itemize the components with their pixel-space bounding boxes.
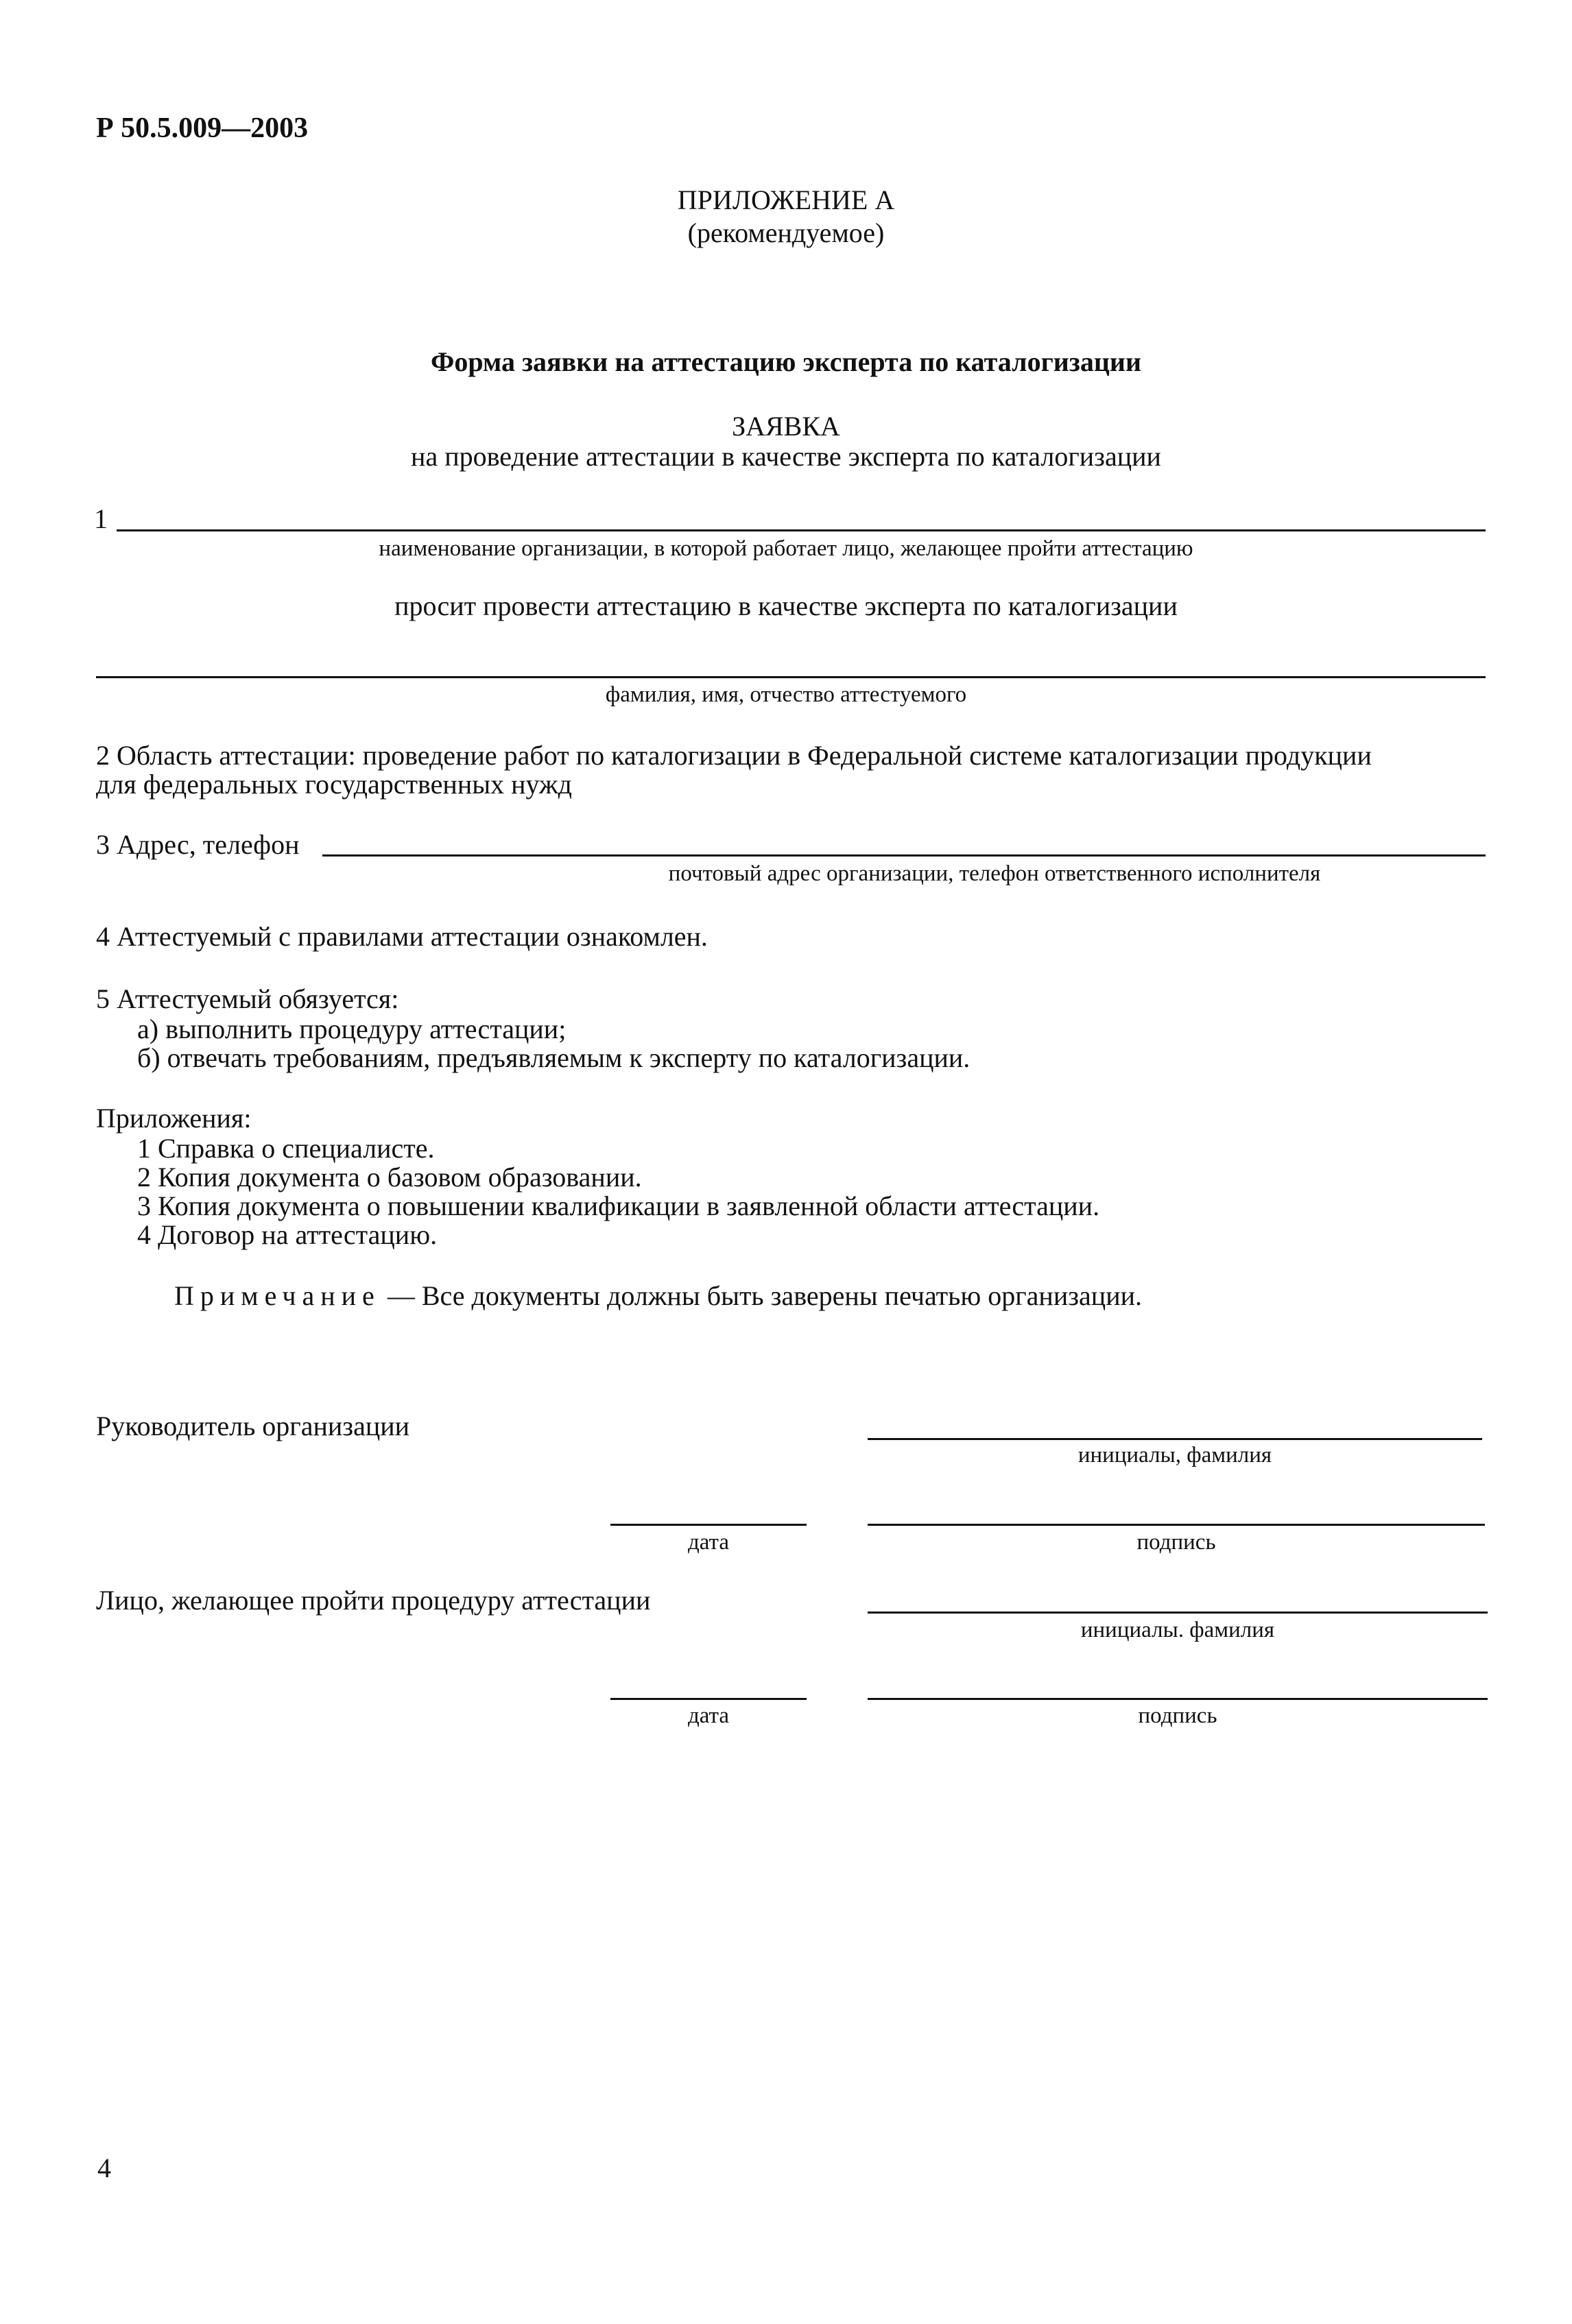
head-signature-line[interactable] bbox=[868, 1524, 1485, 1526]
head-name-caption: инициалы, фамилия bbox=[1077, 1443, 1272, 1468]
appendix-title: ПРИЛОЖЕНИЕ А bbox=[677, 184, 895, 215]
address-phone-label: 3 Адрес, телефон bbox=[96, 829, 300, 860]
applicant-name-sign-line[interactable] bbox=[868, 1612, 1488, 1614]
page-number: 4 bbox=[97, 2153, 111, 2183]
attestation-area-continued: для федеральных государственных нужд bbox=[96, 769, 572, 800]
note-label: Примечание bbox=[174, 1280, 381, 1311]
address-phone-line[interactable] bbox=[322, 854, 1486, 856]
attachment-item: 3 Копия документа о повышении квалификации в заявленной области аттестации. bbox=[137, 1190, 1100, 1221]
attestation-area: 2 Область аттестации: проведение работ по каталогизации в Федеральной системе каталогизации продукции bbox=[96, 740, 1372, 771]
applicant-name-caption-bottom: инициалы. фамилия bbox=[1080, 1618, 1275, 1642]
applicant-name-caption: фамилия, имя, отчество аттестуемого bbox=[605, 682, 967, 707]
appendix-status: (рекомендуемое) bbox=[687, 217, 885, 248]
form-title: Форма заявки на аттестацию эксперта по каталогизации bbox=[430, 346, 1142, 377]
head-name-line[interactable] bbox=[868, 1438, 1482, 1440]
applicant-signature-line[interactable] bbox=[868, 1698, 1488, 1700]
attachment-item: 2 Копия документа о базовом образовании. bbox=[137, 1162, 642, 1193]
attachment-item: 4 Договор на аттестацию. bbox=[137, 1219, 438, 1250]
note bbox=[174, 1280, 1142, 1313]
item1-number: 1 bbox=[94, 503, 108, 534]
address-phone-caption: почтовый адрес организации, телефон ответственного исполнителя bbox=[668, 861, 1321, 886]
note-text: — Все документы должны быть заверены печатью организации. bbox=[387, 1280, 1143, 1311]
obligation-item: б) отвечать требованиям, предъявляемым к эксперту по каталогизации. bbox=[137, 1042, 970, 1073]
organization-name-caption: наименование организации, в которой работает лицо, желающее пройти аттестацию bbox=[379, 536, 1193, 561]
rules-acknowledged: 4 Аттестуемый с правилами аттестации ознакомлен. bbox=[96, 921, 708, 952]
request-subtitle: на проведение аттестации в качестве эксперта по каталогизации bbox=[411, 441, 1161, 472]
request-title: ЗАЯВКА bbox=[732, 411, 840, 442]
applicant-signature-caption: подпись bbox=[1138, 1703, 1217, 1728]
obligations-heading: 5 Аттестуемый обязуется: bbox=[96, 983, 399, 1014]
attachment-item: 1 Справка о специалисте. bbox=[137, 1133, 435, 1164]
attachments-heading: Приложения: bbox=[96, 1103, 252, 1134]
applicant-date-caption: дата bbox=[687, 1703, 730, 1728]
applicant-date-line[interactable] bbox=[610, 1698, 807, 1700]
request-text: просит провести аттестацию в качестве эксперта по каталогизации bbox=[394, 590, 1178, 621]
applicant-label: Лицо, желающее пройти процедуру аттестации bbox=[96, 1585, 651, 1616]
head-label: Руководитель организации bbox=[96, 1411, 410, 1441]
head-date-caption: дата bbox=[687, 1530, 730, 1555]
document-code: Р 50.5.009—2003 bbox=[96, 112, 309, 144]
head-date-line[interactable] bbox=[610, 1524, 807, 1526]
obligation-item: а) выполнить процедуру аттестации; bbox=[137, 1014, 567, 1044]
organization-name-line[interactable] bbox=[117, 529, 1486, 531]
head-signature-caption: подпись bbox=[1136, 1530, 1216, 1555]
applicant-name-line[interactable] bbox=[96, 676, 1486, 678]
